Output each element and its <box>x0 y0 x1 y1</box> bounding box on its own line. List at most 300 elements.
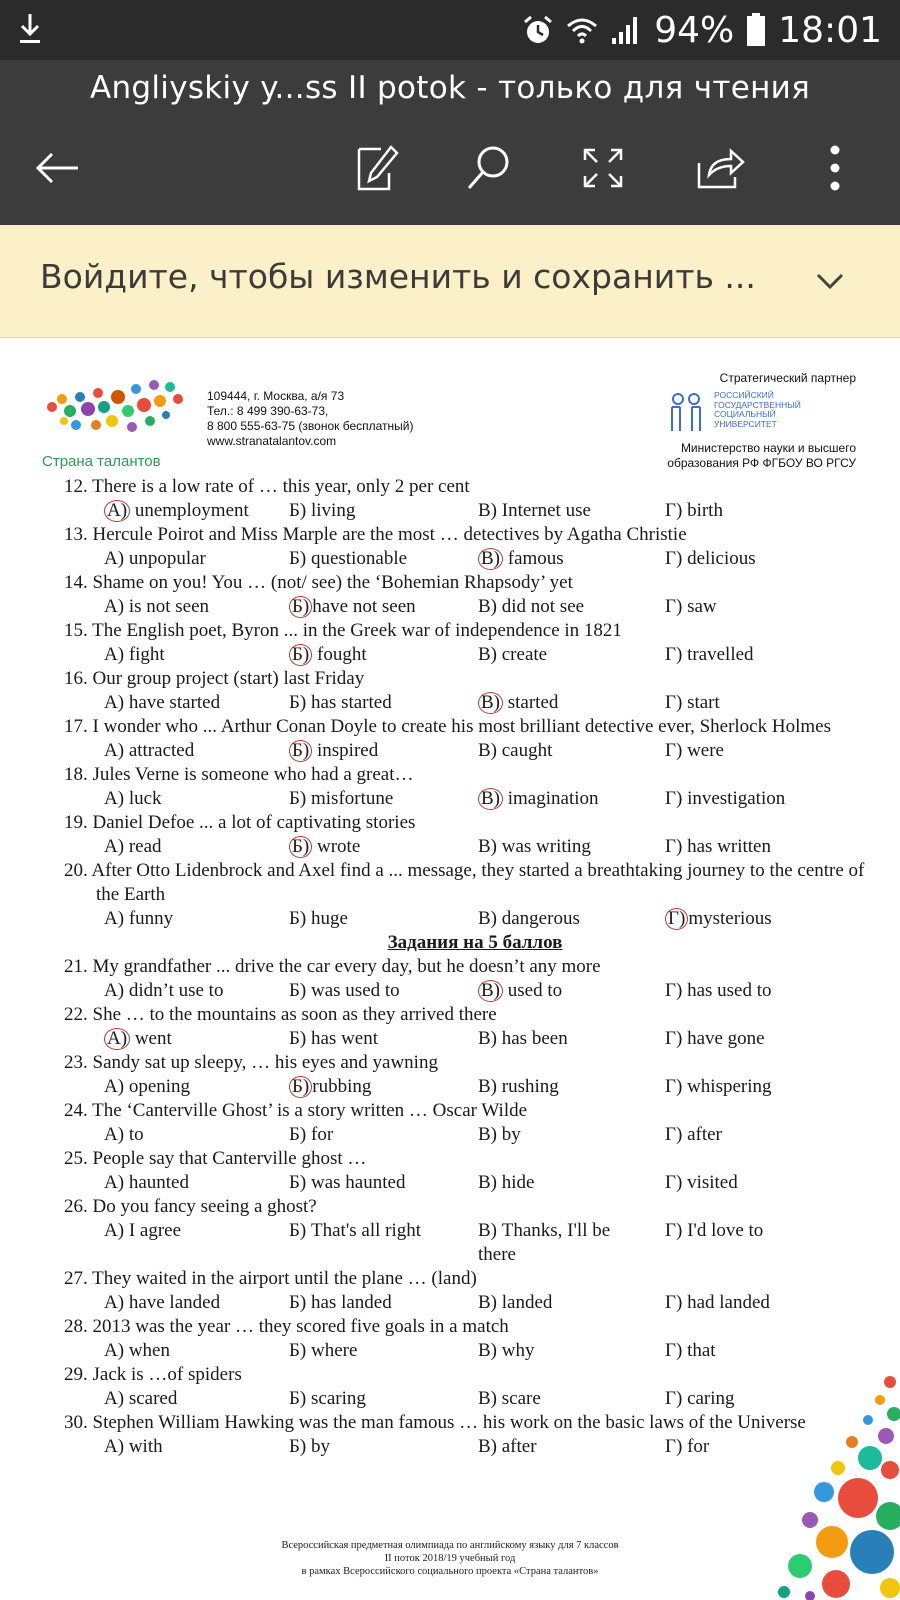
more-icon <box>825 144 845 192</box>
answer-option <box>478 643 638 667</box>
university-name-line: УНИВЕРСИТЕТ <box>714 418 777 429</box>
answer-options <box>0 1027 900 1051</box>
answer-letter: Б) <box>289 1220 307 1241</box>
answer-options <box>0 1123 900 1147</box>
answer-options <box>0 547 900 571</box>
question-item <box>0 1003 900 1051</box>
answer-options <box>0 907 900 931</box>
circled-answer-mark: В) <box>478 692 503 714</box>
answer-option <box>289 835 360 859</box>
circled-answer-mark: А) <box>104 500 130 522</box>
question-text: 24. The ‘Canterville Ghost’ is a story written … Oscar Wilde <box>64 1100 528 1121</box>
partner-label: Стратегический партнер <box>719 371 856 385</box>
answer-option <box>104 547 206 571</box>
answer-option <box>478 1339 638 1363</box>
chevron-down-icon[interactable] <box>810 261 850 301</box>
answer-text: started <box>503 692 559 713</box>
document-title: Angliyskiy y...ss II potok - только для чтения <box>89 70 811 106</box>
question-text: 23. Sandy sat up sleepy, … his eyes and yawning <box>64 1052 438 1073</box>
answer-text: read <box>124 836 162 857</box>
answer-option <box>104 979 223 1003</box>
answer-letter: Г) <box>665 1220 683 1241</box>
answer-option <box>289 907 348 931</box>
question-text: 28. 2013 was the year … they scored five goals in a match <box>64 1316 509 1337</box>
answer-option <box>104 643 165 667</box>
answer-letter: Г) <box>665 836 683 857</box>
answer-option <box>104 1387 177 1411</box>
answer-text: after <box>682 1124 722 1145</box>
answer-text: where <box>306 1340 358 1361</box>
answer-letter: А) <box>104 980 125 1001</box>
answer-option <box>104 907 173 931</box>
answer-text: create <box>497 644 548 665</box>
answer-text: has landed <box>306 1292 392 1313</box>
answer-letter: Г) <box>665 1388 683 1409</box>
answer-letter: Г) <box>665 788 683 809</box>
answer-text: had landed <box>682 1292 770 1313</box>
circled-answer-mark: В) <box>478 980 503 1002</box>
answer-option <box>665 1027 765 1051</box>
answer-text: by <box>497 1124 521 1145</box>
answer-option <box>104 595 209 619</box>
answer-options <box>0 1171 900 1195</box>
question-text: 30. Stephen William Hawking was the man famous … his work on the basic laws of the Universe <box>64 1412 806 1433</box>
answer-text: by <box>306 1436 330 1457</box>
section-heading: Задания на 5 баллов <box>387 932 563 953</box>
answer-letter: А) <box>104 908 125 929</box>
question-item <box>0 763 900 811</box>
answer-text: has went <box>306 1028 379 1049</box>
battery-icon <box>746 13 766 47</box>
answer-option <box>289 1291 392 1315</box>
footer-line: II поток 2018/19 учебный год <box>384 1553 516 1564</box>
answer-option <box>665 643 754 667</box>
edit-icon <box>355 143 399 193</box>
answer-text: were <box>682 740 724 761</box>
answer-text: I agree <box>124 1220 182 1241</box>
answer-letter: В) <box>478 1220 497 1241</box>
question-item <box>0 1315 900 1363</box>
answer-letter: Б) <box>289 500 307 521</box>
answer-options <box>0 739 900 763</box>
question-item <box>0 811 900 859</box>
answer-option <box>289 1435 330 1459</box>
back-arrow-icon <box>32 148 82 188</box>
answer-text: didn’t use to <box>124 980 224 1001</box>
answer-text: fight <box>124 644 165 665</box>
phone-line: 8 800 555-63-75 (звонок бесплатный) <box>207 419 414 433</box>
answer-option <box>104 1123 144 1147</box>
website-line: www.stranatalantov.com <box>207 434 337 448</box>
answer-option <box>289 1027 378 1051</box>
answer-text: has written <box>682 836 771 857</box>
circled-answer-mark: Б) <box>289 596 312 618</box>
answer-letter: А) <box>104 692 125 713</box>
answer-text: fought <box>312 644 367 665</box>
answer-letter: В) <box>478 1124 497 1145</box>
answer-option <box>478 1291 638 1315</box>
answer-option <box>104 1171 189 1195</box>
answer-option <box>478 691 638 715</box>
answer-option <box>665 787 785 811</box>
answer-letter: Б) <box>289 1340 307 1361</box>
question-item <box>0 667 900 715</box>
circled-answer-mark: В) <box>478 788 503 810</box>
answer-text: visited <box>682 1172 738 1193</box>
share-icon <box>695 145 745 191</box>
question-item <box>0 619 900 667</box>
answer-option <box>104 1339 170 1363</box>
answer-option <box>289 1387 366 1411</box>
answer-option <box>289 979 400 1003</box>
answer-letter: А) <box>104 1340 125 1361</box>
answer-option <box>665 547 756 571</box>
university-name-line: РОССИЙСКИЙ <box>714 390 774 400</box>
answer-option <box>478 1123 638 1147</box>
answer-options <box>0 691 900 715</box>
answer-text: for <box>682 1436 710 1457</box>
answer-text: was haunted <box>306 1172 406 1193</box>
answer-option <box>665 595 717 619</box>
sign-in-banner[interactable] <box>0 225 900 338</box>
question-text: 26. Do you fancy seeing a ghost? <box>64 1196 317 1217</box>
answer-letter: Б) <box>289 908 307 929</box>
answer-letter: В) <box>478 1028 497 1049</box>
answer-letter: Б) <box>289 1436 307 1457</box>
answer-text: famous <box>503 548 564 569</box>
answer-option <box>478 907 638 931</box>
alarm-icon <box>522 14 554 46</box>
question-text: 12. There is a low rate of … this year, only 2 per cent <box>64 476 470 497</box>
answer-options <box>0 1339 900 1363</box>
answer-letter: Г) <box>665 692 683 713</box>
circled-answer-mark: Б) <box>289 836 312 858</box>
answer-letter: Б) <box>289 1124 307 1145</box>
answer-text: mysterious <box>688 908 772 929</box>
answer-letter: Г) <box>665 1076 683 1097</box>
answer-text: attracted <box>124 740 195 761</box>
answer-letter: Б) <box>289 1292 307 1313</box>
answer-option <box>478 1075 638 1099</box>
phone-line: Тел.: 8 499 390-63-73, <box>207 404 329 418</box>
answer-option <box>478 835 638 859</box>
answer-letter: Б) <box>289 1388 307 1409</box>
answer-options <box>0 787 900 811</box>
answer-letter: А) <box>104 1220 125 1241</box>
answer-letter: Г) <box>665 740 683 761</box>
logo-caption: Страна талантов <box>42 453 161 470</box>
answer-text: questionable <box>306 548 408 569</box>
battery-percent: 94% <box>654 9 735 51</box>
answer-option <box>289 1123 333 1147</box>
answer-letter: Г) <box>665 1124 683 1145</box>
answer-letter: В) <box>478 740 497 761</box>
answer-option <box>665 691 720 715</box>
circled-answer-mark: Г) <box>665 908 688 930</box>
answer-letter: Г) <box>665 1172 683 1193</box>
question-item <box>0 523 900 571</box>
answer-option <box>289 1171 405 1195</box>
answer-text: luck <box>124 788 162 809</box>
answer-letter: А) <box>104 1076 125 1097</box>
quiz-questions <box>0 475 900 1459</box>
answer-text: has used to <box>682 980 772 1001</box>
answer-letter: А) <box>104 1292 125 1313</box>
answer-text: caught <box>497 740 553 761</box>
answer-letter: А) <box>104 1172 125 1193</box>
answer-option <box>665 739 724 763</box>
ministry-line: Министерство науки и высшего <box>680 441 856 455</box>
question-text: 20. After Otto Lidenbrock and Axel find a ... message, they started a breathtaking journey to the centre of the Earth <box>64 860 865 905</box>
answer-letter: В) <box>478 908 497 929</box>
fullscreen-button[interactable] <box>573 138 633 198</box>
app-bar <box>0 60 900 225</box>
answer-option <box>104 739 194 763</box>
answer-option <box>104 835 162 859</box>
wifi-icon <box>566 14 598 46</box>
answer-option <box>478 787 638 811</box>
answer-letter: В) <box>478 836 497 857</box>
question-text: 29. Jack is …of spiders <box>64 1364 242 1385</box>
answer-text: to <box>124 1124 144 1145</box>
answer-options <box>0 1219 900 1267</box>
answer-letter: В) <box>478 1388 497 1409</box>
answer-letter: А) <box>104 740 125 761</box>
answer-letter: А) <box>104 1436 125 1457</box>
answer-text: Thanks, I'll be there <box>478 1220 611 1265</box>
answer-letter: Г) <box>665 980 683 1001</box>
ministry-text <box>667 441 856 471</box>
question-item <box>0 571 900 619</box>
answer-text: that <box>682 1340 716 1361</box>
answer-letter: А) <box>104 1124 125 1145</box>
answer-text: funny <box>124 908 174 929</box>
answer-option <box>665 835 771 859</box>
answer-options <box>0 499 900 523</box>
page-footer <box>220 1539 680 1578</box>
search-button[interactable] <box>459 138 519 198</box>
answer-text: I'd love to <box>682 1220 764 1241</box>
answer-letter: А) <box>104 644 125 665</box>
answer-text: birth <box>682 500 723 521</box>
answer-text: was used to <box>306 980 400 1001</box>
circled-answer-mark: А) <box>104 1028 130 1050</box>
answer-option <box>665 499 723 523</box>
answer-letter: Б) <box>289 692 307 713</box>
answer-option <box>665 1219 763 1243</box>
share-button[interactable] <box>690 138 750 198</box>
answer-options <box>0 643 900 667</box>
answer-text: rushing <box>497 1076 559 1097</box>
footer-line: Всероссийская предметная олимпиада по английскому языку для 7 классов <box>281 1540 619 1551</box>
answer-text: start <box>682 692 720 713</box>
answer-option <box>478 1219 638 1267</box>
answer-letter: В) <box>478 596 497 617</box>
answer-text: imagination <box>503 788 599 809</box>
clock: 18:01 <box>778 9 882 51</box>
answer-text: has been <box>497 1028 568 1049</box>
answer-letter: А) <box>104 1388 125 1409</box>
answer-option <box>104 691 220 715</box>
answer-text: caring <box>682 1388 735 1409</box>
address-line: 109444, г. Москва, а/я 73 <box>207 389 345 403</box>
answer-option <box>665 979 772 1003</box>
answer-text: was writing <box>497 836 591 857</box>
answer-letter: А) <box>104 836 125 857</box>
strana-talantov-logo <box>40 367 190 452</box>
answer-text: have started <box>124 692 221 713</box>
answer-text: hide <box>497 1172 535 1193</box>
answer-letter: В) <box>478 1292 497 1313</box>
university-name-line: СОЦИАЛЬНЫЙ <box>714 409 776 419</box>
question-text: 17. I wonder who ... Arthur Conan Doyle to create his most brilliant detective ever, Sherlock Holmes <box>64 716 831 737</box>
answer-text: scare <box>497 1388 541 1409</box>
answer-option <box>104 787 162 811</box>
question-text: 22. She … to the mountains as soon as they arrived there <box>64 1004 497 1025</box>
answer-letter: А) <box>104 596 125 617</box>
answer-text: travelled <box>682 644 754 665</box>
answer-text: That's all right <box>306 1220 422 1241</box>
answer-letter: Г) <box>665 644 683 665</box>
answer-text: used to <box>503 980 563 1001</box>
answer-option <box>104 1219 181 1243</box>
question-text: 13. Hercule Poirot and Miss Marple are the most … detectives by Agatha Christie <box>64 524 687 545</box>
answer-letter: Г) <box>665 1436 683 1457</box>
answer-text: why <box>497 1340 535 1361</box>
answer-option <box>478 1387 638 1411</box>
status-bar <box>0 0 900 60</box>
answer-option <box>478 595 638 619</box>
answer-option <box>289 595 416 619</box>
circled-answer-mark: В) <box>478 548 503 570</box>
footer-line: в рамках Всероссийского социального проекта «Страна талантов» <box>301 1566 599 1577</box>
question-item <box>0 1051 900 1099</box>
answer-text: have landed <box>124 1292 221 1313</box>
answer-options <box>0 1075 900 1099</box>
answer-text: dangerous <box>497 908 580 929</box>
question-text: 19. Daniel Defoe ... a lot of captivating stories <box>64 812 416 833</box>
answer-text: misfortune <box>306 788 394 809</box>
answer-letter: Б) <box>289 548 307 569</box>
answer-option <box>478 739 638 763</box>
answer-option <box>665 1387 735 1411</box>
answer-letter: В) <box>478 1436 497 1457</box>
circled-answer-mark: Б) <box>289 740 312 762</box>
answer-letter: В) <box>478 1076 497 1097</box>
answer-option <box>289 691 392 715</box>
answer-letter: Б) <box>289 980 307 1001</box>
question-item <box>0 1147 900 1195</box>
answer-text: Internet use <box>497 500 591 521</box>
banner-message: Войдите, чтобы изменить и сохранить ... <box>40 257 756 296</box>
contact-address <box>207 389 413 449</box>
answer-options <box>0 595 900 619</box>
answer-text: is not seen <box>124 596 210 617</box>
answer-text: opening <box>124 1076 191 1097</box>
answer-option <box>289 787 393 811</box>
answer-text: delicious <box>682 548 756 569</box>
university-logo <box>666 389 806 439</box>
answer-option <box>665 1435 709 1459</box>
answer-option <box>665 1291 770 1315</box>
answer-letter: Г) <box>665 1028 683 1049</box>
answer-option <box>665 907 772 931</box>
university-emblem-icon <box>666 391 706 435</box>
answer-text: investigation <box>682 788 786 809</box>
answer-text: scaring <box>306 1388 366 1409</box>
question-text: 21. My grandfather ... drive the car every day, but he doesn’t any more <box>64 956 601 977</box>
answer-text: haunted <box>124 1172 189 1193</box>
answer-text: have not seen <box>312 596 416 617</box>
download-icon <box>18 12 42 46</box>
answer-letter: Г) <box>665 500 683 521</box>
answer-option <box>478 1027 638 1051</box>
answer-text: did not see <box>497 596 585 617</box>
answer-text: inspired <box>312 740 379 761</box>
answer-option <box>104 1027 172 1051</box>
answer-text: scared <box>124 1388 178 1409</box>
answer-letter: Г) <box>665 1340 683 1361</box>
answer-text: whispering <box>682 1076 772 1097</box>
answer-letter: Г) <box>665 596 683 617</box>
answer-option <box>289 1219 421 1243</box>
back-button[interactable] <box>27 138 87 198</box>
answer-letter: А) <box>104 548 125 569</box>
answer-option <box>289 643 367 667</box>
answer-text: living <box>306 500 356 521</box>
answer-letter: Г) <box>665 1292 683 1313</box>
answer-text: unemployment <box>130 500 249 521</box>
answer-text: went <box>130 1028 172 1049</box>
question-text: 27. They waited in the airport until the plane … (land) <box>64 1268 477 1289</box>
answer-letter: Б) <box>289 788 307 809</box>
answer-option <box>665 1123 722 1147</box>
fullscreen-icon <box>581 146 625 190</box>
answer-option <box>478 499 638 523</box>
question-item <box>0 1195 900 1267</box>
edit-button[interactable] <box>347 138 407 198</box>
circled-answer-mark: Б) <box>289 1076 312 1098</box>
answer-letter: Б) <box>289 1028 307 1049</box>
answer-option <box>478 1171 638 1195</box>
question-item <box>0 1267 900 1315</box>
answer-option <box>665 1075 772 1099</box>
answer-option <box>104 499 249 523</box>
question-text: 15. The English poet, Byron ... in the Greek war of independence in 1821 <box>64 620 622 641</box>
answer-text: when <box>124 1340 170 1361</box>
answer-letter: Б) <box>289 1172 307 1193</box>
question-item <box>0 955 900 1003</box>
answer-text: rubbing <box>312 1076 372 1097</box>
signal-icon <box>610 14 642 46</box>
question-item <box>0 475 900 523</box>
question-text: 16. Our group project (start) last Friday <box>64 668 365 689</box>
answer-letter: В) <box>478 500 497 521</box>
answer-option <box>289 1339 357 1363</box>
question-item <box>0 1099 900 1147</box>
search-icon <box>465 144 513 192</box>
answer-option <box>478 979 638 1003</box>
circled-answer-mark: Б) <box>289 644 312 666</box>
answer-text: saw <box>682 596 717 617</box>
answer-options <box>0 835 900 859</box>
answer-options <box>0 979 900 1003</box>
more-options-button[interactable] <box>805 138 865 198</box>
question-item <box>0 859 900 931</box>
answer-text: has started <box>306 692 392 713</box>
answer-text: unpopular <box>124 548 206 569</box>
answer-letter: А) <box>104 788 125 809</box>
